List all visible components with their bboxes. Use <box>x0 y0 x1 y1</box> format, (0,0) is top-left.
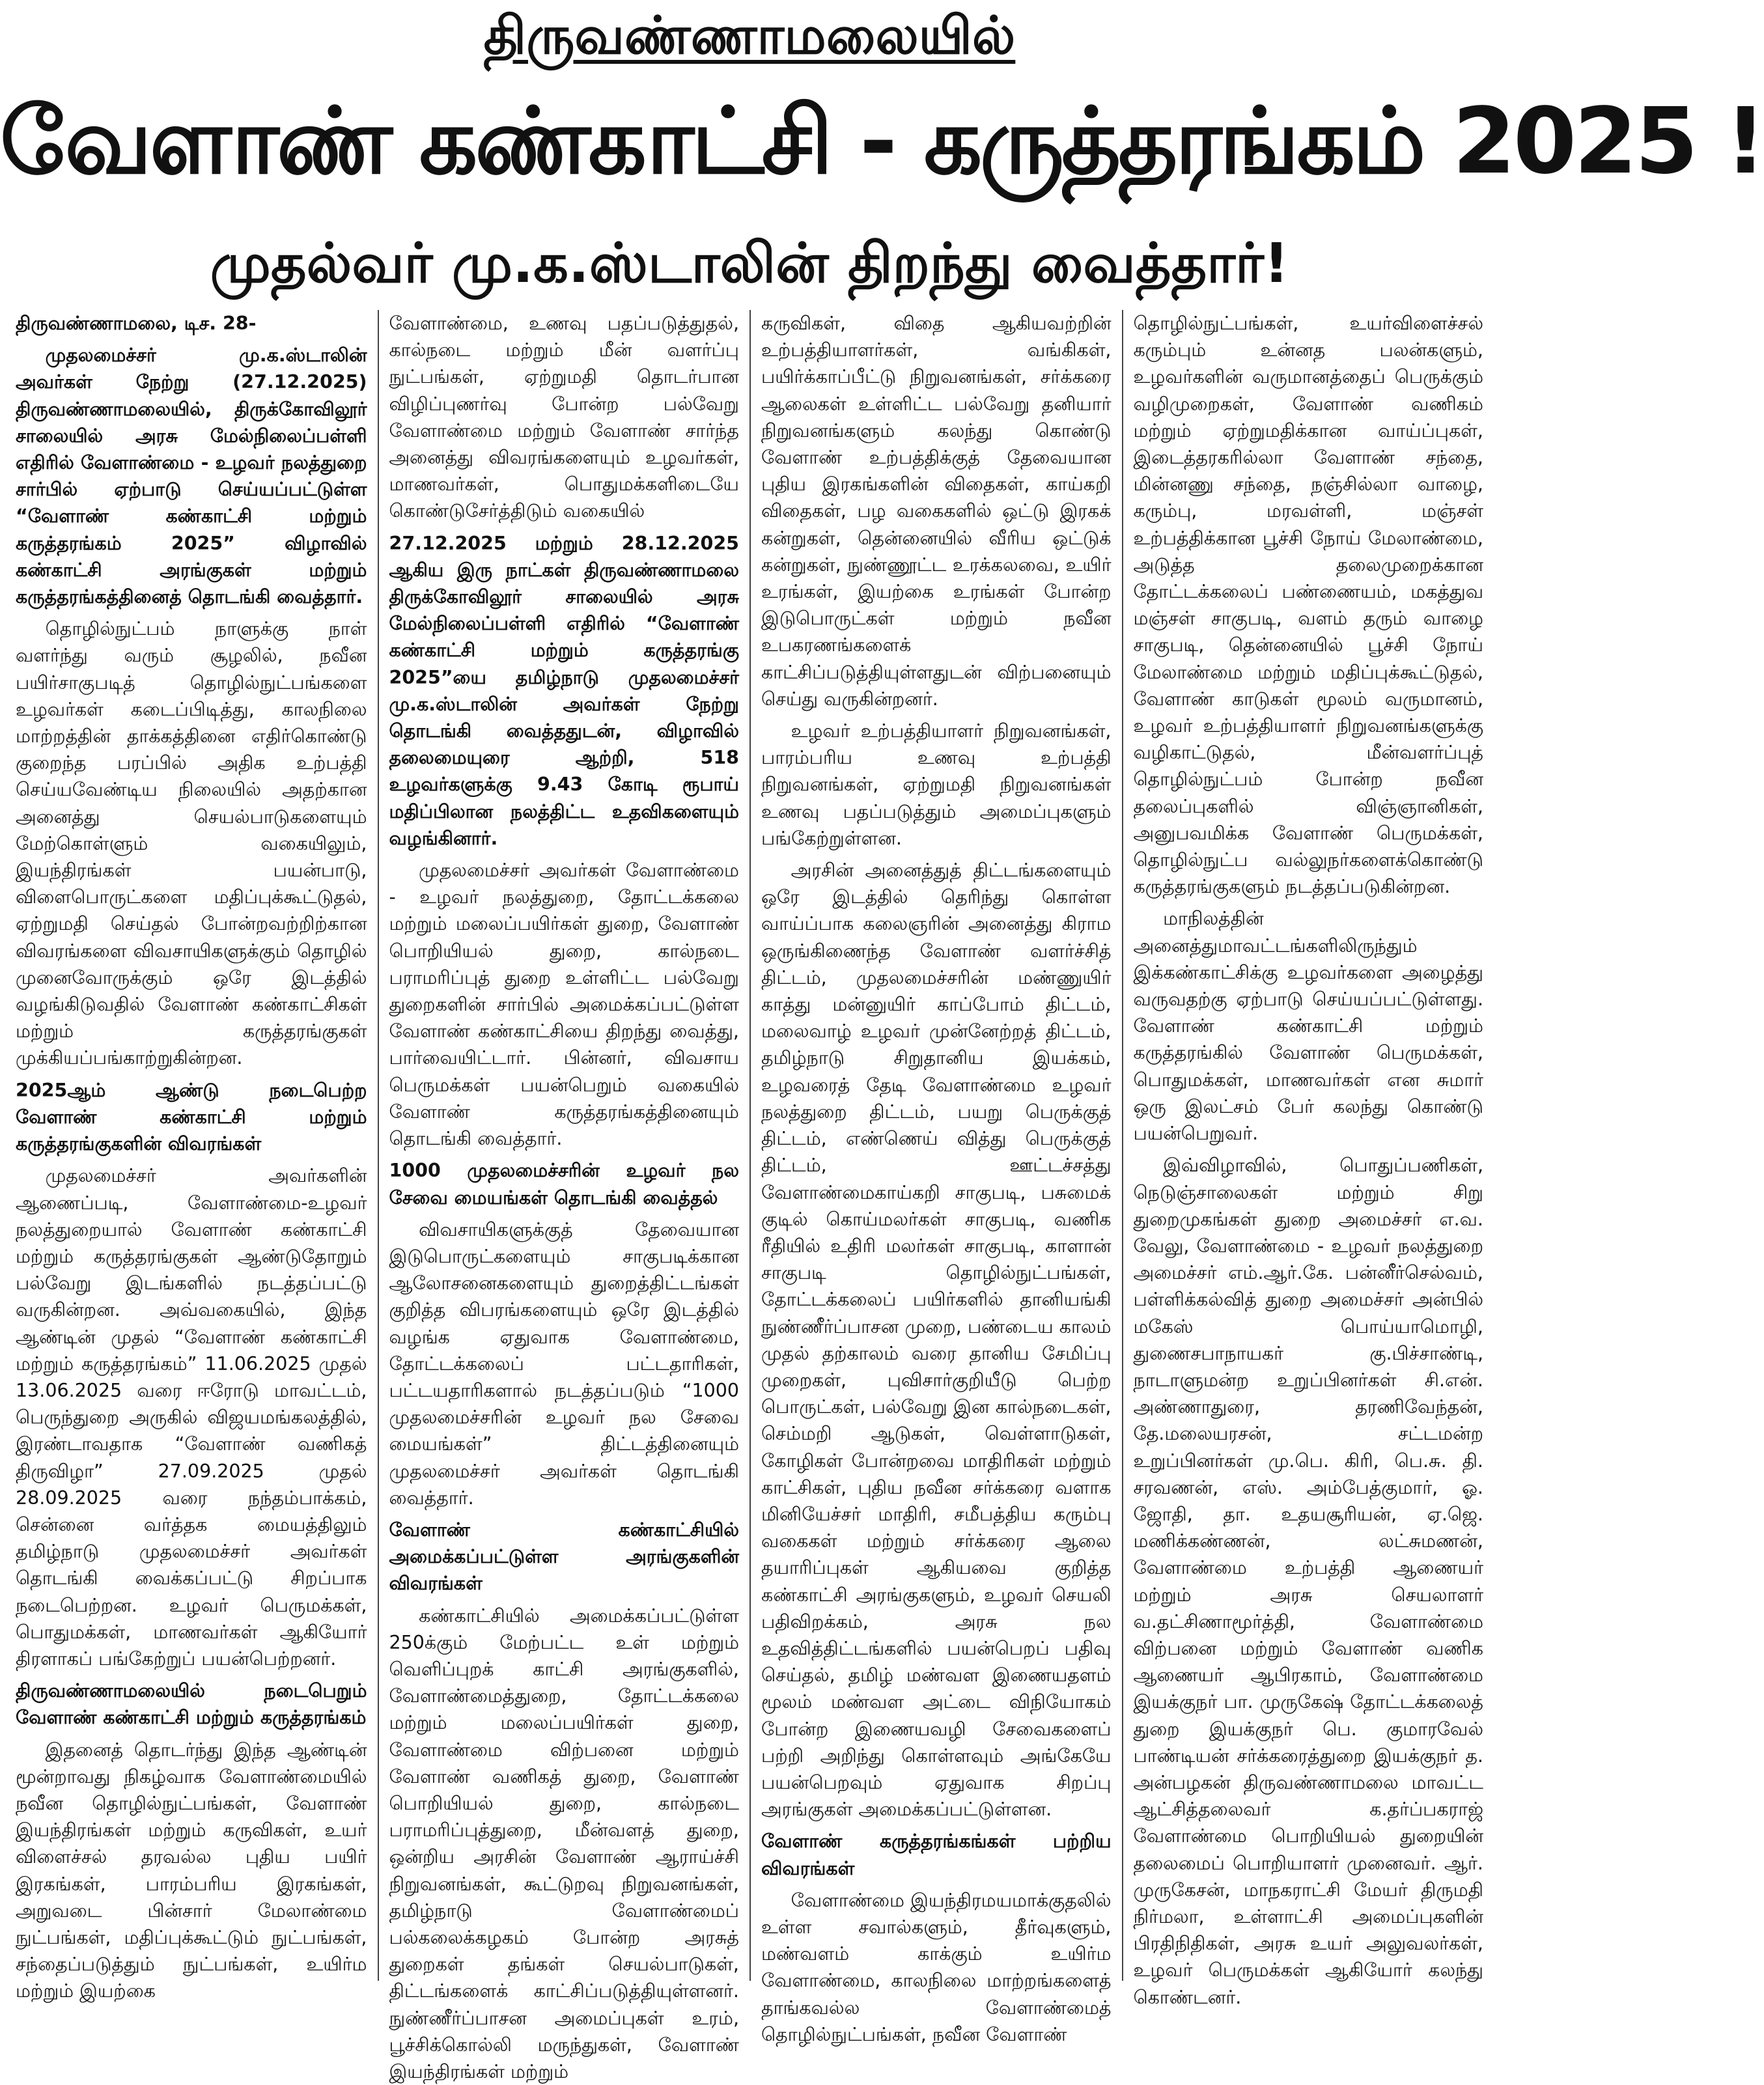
paragraph-bold: 27.12.2025 மற்றும் 28.12.2025 ஆகிய இரு நாட்கள் திருவண்ணாமலை திருக்கோவிலூர் சாலையில் அரசு மேல்நிலைப்பள்ளி எதிரில் “வேளாண் கண்காட்சி மற்றும் கருத்தரங்கு 2025”யை தமிழ்நாடு முதலமைச்சர் மு.க.ஸ்டாலின் அவர்கள் நேற்று தொடங்கி வைத்ததுடன், விழாவில் தலைமையுரை ஆற்றி, 518 உழவர்களுக்கு 9.43 கோடி ரூபாய் மதிப்பிலான நலத்திட்ட உதவிகளையும் வழங்கினார். <box>389 532 739 849</box>
paragraph: முதலமைச்சர் அவர்களின் ஆணைப்படி, வேளாண்மை-உழவர் நலத்துறையால் வேளாண் கண்காட்சி மற்றும் கருத்தரங்குகள் ஆண்டுதோறும் பல்வேறு இடங்களில் நடத்தப்பட்டு வருகின்றன. அவ்வகையில், இந்த ஆண்டின் முதல் “வேளாண் கண்காட்சி மற்றும் கருத்தரங்கம்” 11.06.2025 முதல் 13.06.2025 வரை ஈரோடு மாவட்டம், பெருந்துறை அருகில் விஜயமங்கலத்தில், இரண்டாவதாக “வேளாண் வணிகத் திருவிழா” 27.09.2025 முதல் 28.09.2025 வரை நந்தம்பாக்கம், சென்னை வர்த்தக மையத்திலும் தமிழ்நாடு முதலமைச்சர் அவர்கள் தொடங்கி வைக்கப்பட்டு சிறப்பாக நடைபெற்றன. உழவர் பெருமக்கள், பொதுமக்கள், மாணவர்கள் ஆகியோர் திரளாகப் பங்கேற்றுப் பயன்பெற்றனர். <box>16 1165 367 1670</box>
column-2 <box>378 310 750 2082</box>
paragraph: கண்காட்சியில் அமைக்கப்பட்டுள்ள 250க்கும் மேற்பட்ட உள் மற்றும் வெளிப்புறக் காட்சி அரங்குகளில், வேளாண்மைத்துறை, தோட்டக்கலை மற்றும் மலைப்பயிர்கள் துறை, வேளாண்மை விற்பனை மற்றும் வேளாண் வணிகத் துறை, வேளாண் பொறியியல் துறை, கால்நடை பராமரிப்புத்துறை, மீன்வளத் துறை, ஒன்றிய அரசின் வேளாண் ஆராய்ச்சி நிறுவனங்கள், கூட்டுறவு நிறுவனங்கள், தமிழ்நாடு வேளாண்மைப் பல்கலைக்கழகம் போன்ற அரசுத் துறைகள் தங்கள் செயல்பாடுகள், திட்டங்களைக் காட்சிப்படுத்தியுள்ளனர். நுண்ணீர்ப்பாசன அமைப்புகள் உரம், பூச்சிக்கொல்லி மருந்துகள், வேளாண் இயந்திரங்கள் மற்றும் <box>389 1604 739 2082</box>
paragraph: உழவர் உற்பத்தியாளர் நிறுவனங்கள், பாரம்பரிய உணவு உற்பத்தி நிறுவனங்கள், ஏற்றுமதி நிறுவனங்கள் உணவு பதப்படுத்தும் அமைப்புகளும் பங்கேற்றுள்ளன. <box>761 720 1112 849</box>
kicker-text: திருவண்ணாமலையில் <box>483 5 1016 66</box>
kicker <box>0 4 1499 68</box>
section-heading: 2025ஆம் ஆண்டு நடைபெற்ற வேளாண் கண்காட்சி மற்றும் கருத்தரங்குகளின் விவரங்கள் <box>16 1079 367 1155</box>
section-heading: வேளாண் கருத்தரங்கங்கள் பற்றிய விவரங்கள் <box>761 1830 1112 1879</box>
paragraph: இதனைத் தொடர்ந்து இந்த ஆண்டின் மூன்றாவது நிகழ்வாக வேளாண்மையில் நவீன தொழில்நுட்பங்கள், வேளாண் இயந்திரங்கள் மற்றும் கருவிகள், உயர் விளைச்சல் தரவல்ல புதிய பயிர் இரகங்கள், பாரம்பரிய இரகங்கள், அறுவடை பின்சார் மேலாண்மை நுட்பங்கள், மதிப்புக்கூட்டும் நுட்பங்கள், சந்தைப்படுத்தும் நுட்பங்கள், உயிர்ம மற்றும் இயற்கை <box>16 1739 367 2002</box>
subheadline: முதல்வர் மு.க.ஸ்டாலின் திறந்து வைத்தார்! <box>210 231 1289 295</box>
paragraph: இவ்விழாவில், பொதுப்பணிகள், நெடுஞ்சாலைகள் மற்றும் சிறு துறைமுகங்கள் துறை அமைச்சர் எ.வ. வேலு, வேளாண்மை - உழவர் நலத்துறை அமைச்சர் எம்.ஆர்.கே. பன்னீர்செல்வம், பள்ளிக்கல்வித் துறை அமைச்சர் அன்பில் மகேஸ் பொய்யாமொழி, துணைசபாநாயகர் கு.பிச்சாண்டி, நாடாளுமன்ற உறுப்பினர்கள் சி.என். அண்ணாதுரை, தரணிவேந்தன், தே.மலையரசன், சட்டமன்ற உறுப்பினர்கள் மு.பெ. கிரி, பெ.சு. தி. சரவணன், எஸ். அம்பேத்குமார், ஓ. ஜோதி, தா. உதயசூரியன், ஏ.ஜெ. மணிக்கண்ணன், லட்சுமணன், வேளாண்மை உற்பத்தி ஆணையர் மற்றும் அரசு செயலாளர் வ.தட்சிணாமூர்த்தி, வேளாண்மை விற்பனை மற்றும் வேளாண் வணிக ஆணையர் ஆபிரகாம், வேளாண்மை இயக்குநர் பா. முருகேஷ் தோட்டக்கலைத் துறை இயக்குநர் பெ. குமாரவேல் பாண்டியன் சர்க்கரைத்துறை இயக்குநர் த. அன்பழகன் திருவண்ணாமலை மாவட்ட ஆட்சித்தலைவர் க.தர்ப்பகராஜ் வேளாண்மை பொறியியல் துறையின் தலைமைப் பொறியாளர் முனைவர். ஆர். முருகேசன், மாநகராட்சி மேயர் திருமதி நிர்மலா, உள்ளாட்சி அமைப்புகளின் பிரதிநிதிகள், அரசு உயர் அலுவலர்கள், உழவர் பெருமக்கள் ஆகியோர் கலந்து கொண்டனர். <box>1133 1154 1483 2008</box>
column-1 <box>5 310 378 2002</box>
section-heading: திருவண்ணாமலையில் நடைபெறும் வேளாண் கண்காட்சி மற்றும் கருத்தரங்கம் <box>16 1680 367 1729</box>
paragraph: கருவிகள், விதை ஆகியவற்றின் உற்பத்தியாளர்கள், வங்கிகள், பயிர்க்காப்பீட்டு நிறுவனங்கள், சர்க்கரை ஆலைகள் உள்ளிட்ட பல்வேறு தனியார் நிறுவனங்களும் கலந்து கொண்டு வேளாண் உற்பத்திக்குத் தேவையான புதிய இரகங்களின் விதைகள், காய்கறி விதைகள், பழ வகைகளில் ஒட்டு இரகக் கன்றுகள், தென்னையில் வீரிய ஒட்டுக் கன்றுகள், நுண்ணூட்ட உரக்கலவை, உயிர் உரங்கள், இயற்கை உரங்கள் போன்ற இடுபொருட்கள் மற்றும் நவீன உபகரணங்களைக் காட்சிப்படுத்தியுள்ளதுடன் விற்பனையும் செய்து வருகின்றனர். <box>761 313 1112 710</box>
paragraph: முதலமைச்சர் அவர்கள் வேளாண்மை - உழவர் நலத்துறை, தோட்டக்கலை மற்றும் மலைப்பயிர்கள் துறை, வேளாண் பொறியியல் துறை, கால்நடை பராமரிப்புத் துறை உள்ளிட்ட பல்வேறு துறைகளின் சார்பில் அமைக்கப்பட்டுள்ள வேளாண் கண்காட்சியை திறந்து வைத்து, பார்வையிட்டார். பின்னர், விவசாய பெருமக்கள் பயன்பெறும் வகையில் வேளாண் கருத்தரங்கத்தினையும் தொடங்கி வைத்தார். <box>389 860 739 1150</box>
section-heading: வேளாண் கண்காட்சியில் அமைக்கப்பட்டுள்ள அரங்குகளின் விவரங்கள் <box>389 1518 739 1595</box>
paragraph: வேளாண்மை, உணவு பதப்படுத்துதல், கால்நடை மற்றும் மீன் வளர்ப்பு நுட்பங்கள், ஏற்றுமதி தொடர்பான விழிப்புணர்வு போன்ற பல்வேறு வேளாண்மை மற்றும் வேளாண் சார்ந்த அனைத்து விவரங்களையும் உழவர்கள், மாணவர்கள், பொதுமக்களிடையே கொண்டுசேர்த்திடும் வகையில் <box>389 313 739 522</box>
paragraph: விவசாயிகளுக்குத் தேவையான இடுபொருட்களையும் சாகுபடிக்கான ஆலோசனைகளையும் துறைத்திட்டங்கள் குறித்த விபரங்களையும் ஒரே இடத்தில் வழங்க ஏதுவாக வேளாண்மை, தோட்டக்கலைப் பட்டதாரிகள், பட்டயதாரிகளால் நடத்தப்படும் “1000 முதலமைச்சரின் உழவர் நல சேவை மையங்கள்” திட்டத்தினையும் முதலமைச்சர் அவர்கள் தொடங்கி வைத்தார். <box>389 1218 739 1509</box>
paragraph: அரசின் அனைத்துத் திட்டங்களையும் ஒரே இடத்தில் தெரிந்து கொள்ள வாய்ப்பாக கலைஞரின் அனைத்து கிராம ஒருங்கிணைந்த வேளாண் வளர்ச்சித் திட்டம், முதலமைச்சரின் மண்ணுயிர் காத்து மன்னுயிர் காப்போம் திட்டம், மலைவாழ் உழவர் முன்னேற்றத் திட்டம், தமிழ்நாடு சிறுதானிய இயக்கம், உழவரைத் தேடி வேளாண்மை உழவர் நலத்துறை திட்டம், பயறு பெருக்குத் திட்டம், எண்ணெய் வித்து பெருக்குத் திட்டம், ஊட்டச்சத்து வேளாண்மைகாய்கறி சாகுபடி, பசுமைக் குடில் கொய்மலர்கள் சாகுபடி, வணிக ரீதியில் உதிரி மலர்கள் சாகுபடி, காளான் சாகுபடி தொழில்நுட்பங்கள், தோட்டக்கலைப் பயிர்களில் தானியங்கி நுண்ணீர்ப்பாசன முறை, பண்டைய காலம் முதல் தற்காலம் வரை தானிய சேமிப்பு முறைகள், புவிசார்குறியீடு பெற்ற பொருட்கள், பல்வேறு இன கால்நடைகள், செம்மறி ஆடுகள், வெள்ளாடுகள், கோழிகள் போன்றவை மாதிரிகள் மற்றும் காட்சிகள், புதிய நவீன சர்க்கரை வளாக மினியேச்சர் மாதிரி, சமீபத்திய கரும்பு வகைகள் மற்றும் சர்க்கரை ஆலை தயாரிப்புகள் ஆகியவை குறித்த கண்காட்சி அரங்குகளும், உழவர் செயலி பதிவிறக்கம், அரசு நல உதவித்திட்டங்களில் பயன்பெறப் பதிவு செய்தல், தமிழ் மண்வள இணையதளம் மூலம் மண்வள அட்டை விநியோகம் போன்ற இணையவழி சேவைகளைப் பற்றி அறிந்து கொள்ளவும் அங்கேயே பயன்பெறவும் ஏதுவாக சிறப்பு அரங்குகள் அமைக்கப்பட்டுள்ளன. <box>761 860 1112 1821</box>
column-3 <box>749 310 1122 2045</box>
paragraph: வேளாண்மை இயந்திரமயமாக்குதலில் உள்ள சவால்களும், தீர்வுகளும், மண்வளம் காக்கும் உயிர்ம வேளாண்மை, காலநிலை மாற்றங்களைத் தாங்கவல்ல வேளாண்மைத் தொழில்நுட்பங்கள், நவீன வேளாண் <box>761 1889 1112 2045</box>
paragraph: தொழில்நுட்பங்கள், உயர்விளைச்சல் கரும்பும் உன்னத பலன்களும், உழவர்களின் வருமானத்தைப் பெருக்கும் வழிமுறைகள், வேளாண் வணிகம் மற்றும் ஏற்றுமதிக்கான வாய்ப்புகள், இடைத்தரகரில்லா வேளாண் சந்தை, மின்னணு சந்தை, நஞ்சில்லா வாழை, கரும்பு, மரவள்ளி, மஞ்சள் உற்பத்திக்கான பூச்சி நோய் மேலாண்மை, அடுத்த தலைமுறைக்கான தோட்டக்கலைப் பண்ணையம், மகத்துவ மஞ்சள் சாகுபடி, வளம் தரும் வாழை சாகுபடி, தென்னையில் பூச்சி நோய் மேலாண்மை மற்றும் மதிப்புக்கூட்டுதல், வேளாண் காடுகள் மூலம் வருமானம், உழவர் உற்பத்தியாளர் நிறுவனங்களுக்கு வழிகாட்டுதல், மீன்வளர்ப்புத் தொழில்நுட்பம் போன்ற நவீன தலைப்புகளில் விஞ்ஞானிகள், அனுபவமிக்க வேளாண் பெருமக்கள், தொழில்நுட்ப வல்லுநர்களைக்கொண்டு கருத்தரங்குகளும் நடத்தப்படுகின்றன. <box>1133 313 1483 898</box>
paragraph: தொழில்நுட்பம் நாளுக்கு நாள் வளர்ந்து வரும் சூழலில், நவீன பயிர்சாகுபடித் தொழில்நுட்பங்களை உழவர்கள் கடைப்பிடித்து, காலநிலை மாற்றத்தின் தாக்கத்தினை எதிர்கொண்டு குறைந்த பரப்பில் அதிக உற்பத்தி செய்யவேண்டிய நிலையில் அதற்கான அனைத்து செயல்பாடுகளையும் மேற்கொள்ளும் வகையிலும், இயந்திரங்கள் பயன்பாடு, விளைபொருட்களை மதிப்புக்கூட்டுதல், ஏற்றுமதி செய்தல் போன்றவற்றிற்கான விவரங்களை விவசாயிகளுக்கும் தொழில் முனைவோருக்கும் ஒரே இடத்தில் வழங்கிடுவதில் வேளாண் கண்காட்சிகள் மற்றும் கருத்தரங்குகள் முக்கியப்பங்காற்றுகின்றன. <box>16 618 367 1069</box>
lead-paragraph: முதலமைச்சர் மு.க.ஸ்டாலின் அவர்கள் நேற்று (27.12.2025) திருவண்ணாமலையில், திருக்கோவிலூர் சாலையில் அரசு மேல்நிலைப்பள்ளி எதிரில் வேளாண்மை - உழவர் நலத்துறை சார்பில் ஏற்பாடு செய்யப்பட்டுள்ள “வேளாண் கண்காட்சி மற்றும் கருத்தரங்கம் 2025” விழாவில் கண்காட்சி அரங்குகள் மற்றும் கருத்தரங்கத்தினைத் தொடங்கி வைத்தார். <box>16 344 367 608</box>
paragraph: மாநிலத்தின் அனைத்துமாவட்டங்களிலிருந்தும் இக்கண்காட்சிக்கு உழவர்களை அழைத்து வருவதற்கு ஏற்பாடு செய்யப்பட்டுள்ளது. வேளாண் கண்காட்சி மற்றும் கருத்தரங்கில் வேளாண் பெருமக்கள், பொதுமக்கள், மாணவர்கள் என சுமார் ஒரு இலட்சம் பேர் கலந்து கொண்டு பயன்பெறுவர். <box>1133 908 1483 1145</box>
article-columns <box>5 310 1494 2082</box>
dateline: திருவண்ணாமலை, டிச. 28- <box>16 313 257 334</box>
column-4 <box>1122 310 1494 2008</box>
headline: வேளாண் கண்காட்சி - கருத்தரங்கம் 2025 ! <box>0 89 1764 195</box>
section-heading: 1000 முதலமைச்சரின் உழவர் நல சேவை மையங்கள் தொடங்கி வைத்தல் <box>389 1160 739 1209</box>
